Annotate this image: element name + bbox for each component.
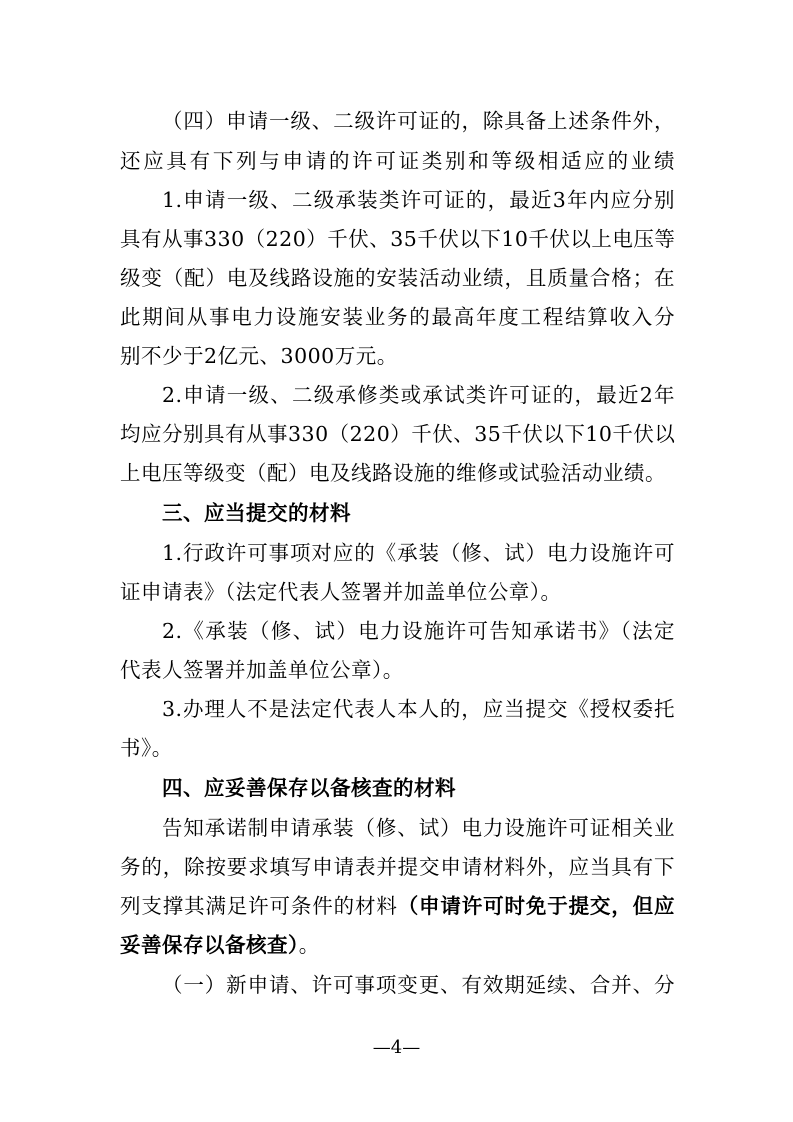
text-line: [120, 891, 675, 921]
text-line: [120, 930, 675, 960]
text-line: 书》。: [120, 736, 173, 760]
bold-note: 妥善保存以备核查）: [120, 933, 299, 957]
text-line: 级变（配）电及线路设施的安装活动业绩，且质量合格；在: [120, 266, 675, 290]
bold-note: （申请许可时免于提交，但应: [397, 894, 676, 918]
page-number: —4—: [372, 1037, 421, 1058]
text-segment: 列支撑其满足许可条件的材料: [120, 894, 398, 918]
text-line: 1.申请一级、二级承装类许可证的，最近3年内应分别: [162, 188, 675, 212]
text-line: 告知承诺制申请承装（修、试）电力设施许可证相关业: [162, 816, 675, 840]
text-line: 务的，除按要求填写申请表并提交申请材料外，应当具有下: [120, 855, 675, 879]
text-line: 还应具有下列与申请的许可证类别和等级相适应的业绩: [120, 149, 675, 173]
text-line: 均应分别具有从事330（220）千伏、35千伏以下10千伏以: [120, 422, 676, 446]
text-line: 代表人签署并加盖单位公章）。: [120, 658, 404, 682]
text-line: 3.办理人不是法定代表人本人的，应当提交《授权委托: [162, 697, 675, 721]
text-line: 此期间从事电力设施安装业务的最高年度工程结算收入分: [120, 305, 675, 329]
text-line: 2.申请一级、二级承修类或承试类许可证的，最近2年: [162, 383, 675, 407]
text-line: 具有从事330（220）千伏、35千伏以下10千伏以上电压等: [120, 227, 676, 251]
section-heading: 四、应妥善保存以备核查的材料: [162, 776, 456, 800]
text-line: （四）申请一级、二级许可证的，除具备上述条件外，: [162, 109, 675, 133]
text-segment: 。: [298, 933, 320, 957]
text-line: （一）新申请、许可事项变更、有效期延续、合并、分: [162, 973, 675, 997]
text-line: 证申请表》（法定代表人签署并加盖单位公章）。: [120, 580, 562, 604]
text-line: 1.行政许可事项对应的《承装（修、试）电力设施许可: [162, 541, 675, 565]
text-line: 2.《承装（修、试）电力设施许可告知承诺书》（法定: [162, 619, 675, 643]
section-heading: 三、应当提交的材料: [162, 501, 351, 525]
text-line: 别不少于2亿元、3000万元。: [120, 344, 398, 368]
text-line: 上电压等级变（配）电及线路设施的维修或试验活动业绩。: [120, 461, 666, 485]
